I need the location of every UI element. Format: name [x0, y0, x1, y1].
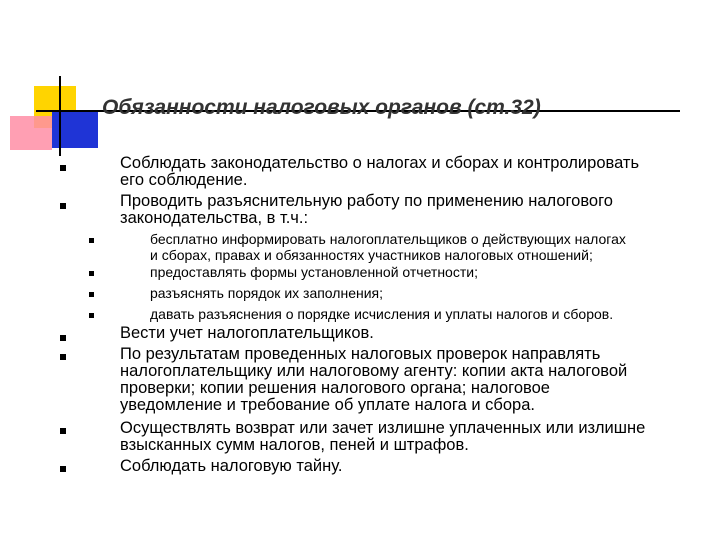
list-item: Вести учет налогоплательщиков. — [120, 324, 374, 342]
bullet-icon — [60, 466, 66, 472]
sub-list-item: бесплатно информировать налогоплательщиков о действующих налогах и сборах, правах и обязанностях участников налоговых отношений; — [150, 231, 626, 263]
bullet-icon — [89, 313, 94, 318]
sub-list-item: предоставлять формы установленной отчетности; — [150, 264, 478, 280]
decor-pink-square — [10, 116, 52, 150]
bullet-icon — [89, 271, 94, 276]
sub-list-item: давать разъяснения о порядке исчисления и уплаты налогов и сборов. — [150, 306, 614, 322]
decor-vertical-line — [59, 76, 61, 156]
slide-title: Обязанности налоговых органов (ст.32) — [102, 96, 541, 119]
list-item: По результатам проведенных налоговых проверок направлять налогоплательщику или налоговому агенту: копии акта налоговой проверки; копии решения налогового органа; налоговое уведомление и требование об уплате налога и сбора. — [120, 345, 628, 414]
bullet-icon — [60, 354, 66, 360]
bullet-icon — [60, 428, 66, 434]
bullet-icon — [89, 238, 94, 243]
list-item: Соблюдать налоговую тайну. — [120, 457, 343, 475]
bullet-icon — [60, 165, 66, 171]
list-item: Соблюдать законодательство о налогах и сборах и контролировать его соблюдение. — [120, 154, 640, 189]
list-item: Проводить разъяснительную работу по применению налогового законодательства, в т.ч.: — [120, 192, 613, 227]
bullet-icon — [89, 292, 94, 297]
sub-list-item: разъяснять порядок их заполнения; — [150, 285, 383, 301]
list-item: Осуществлять возврат или зачет излишне уплаченных или излишне взысканных сумм налогов, пеней и штрафов. — [120, 419, 646, 454]
bullet-icon — [60, 335, 66, 341]
bullet-icon — [60, 203, 66, 209]
